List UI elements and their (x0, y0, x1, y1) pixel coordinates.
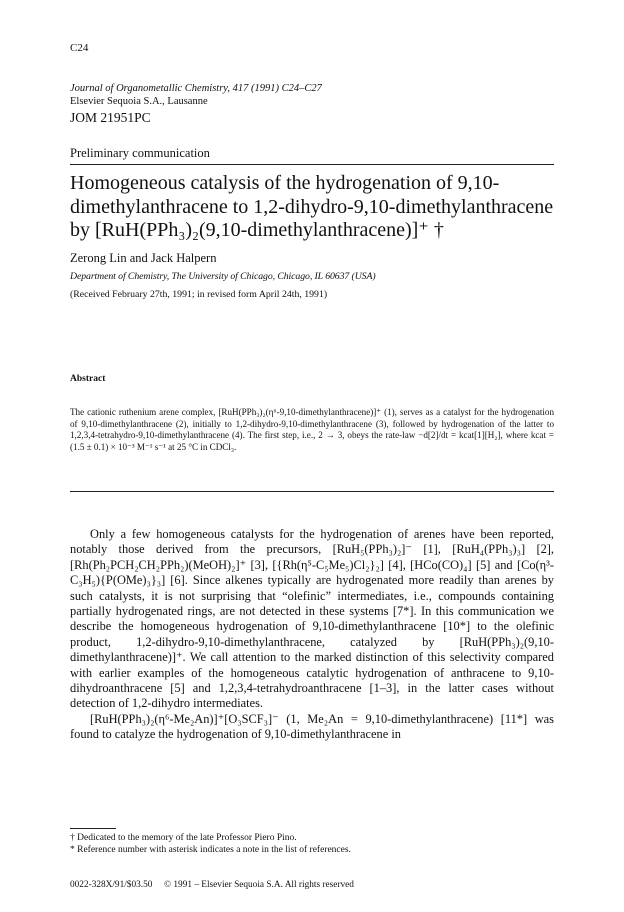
abstract-text: The cationic ruthenium arene complex, [RuH(PPh₃)₂(η⁶-9,10-dimethylanthracene)]⁺ (1), serves as a catalyst for the hydrogenation of 9,10-dimethylanthracene (2), initially to 1,2-dihydro-9,10-dimethylanthracene (3), followed by hydrogenation of the latter to 1,2,3,4-tetrahydro-9,10-dimethylanthracene (4). The first step, i.e., 2 → 3, obeys the rate-law −d[2]/dt = kcat[1][H₂], where kcat = (1.5 ± 0.1) × 10⁻³ M⁻¹ s⁻¹ at 25 °C in CDCl₃. (70, 407, 554, 452)
authors: Zerong Lin and Jack Halpern (70, 251, 217, 265)
body-text (70, 527, 554, 743)
copyright: © 1991 – Elsevier Sequoia S.A. All rights reserved (164, 880, 354, 890)
journal-publisher: Elsevier Sequoia S.A., Lausanne (70, 96, 208, 107)
paper-title: Homogeneous catalysis of the hydrogenation of 9,10-dimethylanthracene to 1,2-dihydro-9,10-dimethylanthracene by [RuH(PPh₃)₂(9,10-dimethylanthracene)]⁺ † (70, 172, 554, 241)
abstract-heading: Abstract (70, 374, 106, 384)
issn-price: 0022-328X/91/$03.50 (70, 880, 153, 890)
body-paragraph: [RuH(PPh₃)₂(η⁶-Me₂An)]⁺[O₃SCF₃]⁻ (1, Me₂An = 9,10-dimethylanthracene) [11*] was found to catalyze the hydrogenation of 9,10-dimethylanthracene in (70, 711, 554, 742)
footnote-dedication: † Dedicated to the memory of the late Professor Piero Pino. (70, 833, 297, 843)
journal-header (70, 82, 322, 124)
header-divider (70, 164, 554, 165)
abstract-divider (70, 491, 554, 492)
affiliation: Department of Chemistry, The University of Chicago, Chicago, IL 60637 (USA) (70, 271, 376, 282)
journal-code: JOM 21951PC (70, 110, 151, 125)
footnote-divider (70, 828, 116, 829)
page-number: C24 (70, 42, 89, 54)
section-label: Preliminary communication (70, 146, 210, 160)
footnotes (70, 833, 351, 856)
body-paragraph: Only a few homogeneous catalysts for the hydrogenation of arenes have been reported, notably those derived from the precursors, [RuH₅(PPh₃)₂]⁻ [1], [RuH₄(PPh₃)₃] [2], [Rh(Ph₂PCH₂CH₂PPh₂)(MeOH)₂]⁺ [3], [{Rh(η⁵-C₅Me₅)Cl₂}₂] [4], [HCo(CO)₄] [5] and [Co(η³-C₃H₅){P(OMe)₃}₃] [6]. Since alkenes typically are hydrogenated more readily than arenes by such catalysts, it is not surprising that “olefinic” intermediates, i.e., compounds containing partially hydrogenated rings, are not detected in these systems [7*]. In this communication we describe the homogeneous hydrogenation of 9,10-dimethylanthracene [10*] to the olefinic product, 1,2-dihydro-9,10-dimethylanthracene, catalyzed by [RuH(PPh₃)₂(9,10-dimethylanthracene)]⁺. We call attention to the marked distinction of this selectivity compared with earlier examples of the homogeneous catalytic hydrogenation of anthracene to 9,10-dihydroanthracene [5] and 1,2,3,4-tetrahydroanthracene [1–3], in the latter cases without detection of 1,2-dihydro intermediates. (70, 527, 554, 711)
journal-citation: Journal of Organometallic Chemistry, 417 (1991) C24–C27 (70, 83, 322, 94)
received-dates: (Received February 27th, 1991; in revised form April 24th, 1991) (70, 289, 328, 300)
page-footer (70, 880, 354, 890)
footnote-asterisk-note: * Reference number with asterisk indicates a note in the list of references. (70, 844, 351, 855)
